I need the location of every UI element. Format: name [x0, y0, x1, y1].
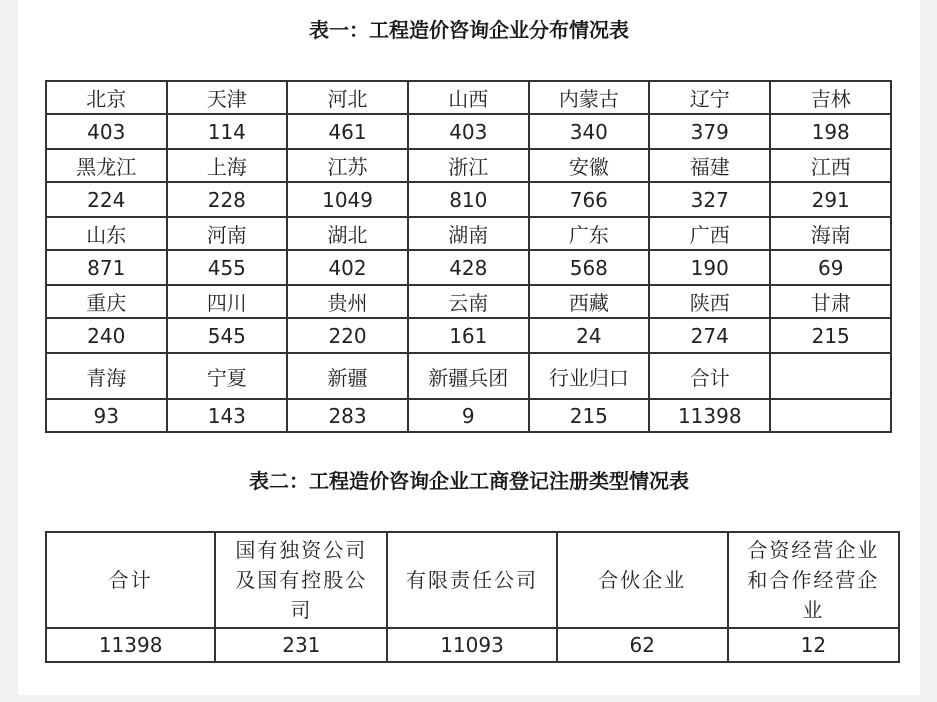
region-name-cell: 天津	[167, 81, 288, 114]
table2-header-row	[46, 532, 899, 628]
header-cell: 合计	[46, 532, 215, 628]
header-cell: 国有独资公司及国有控股公司	[215, 532, 387, 628]
table2-title: 表二：工程造价咨询企业工商登记注册类型情况表	[249, 469, 689, 493]
region-count-cell: 545	[167, 318, 288, 353]
region-count-cell: 461	[287, 114, 408, 149]
header-cell: 有限责任公司	[387, 532, 556, 628]
region-count-cell: 190	[649, 250, 770, 285]
value-cell: 231	[215, 628, 387, 662]
region-name-cell: 湖南	[408, 217, 529, 250]
region-count-cell: 240	[46, 318, 167, 353]
region-count-cell: 403	[408, 114, 529, 149]
region-name-cell: 山西	[408, 81, 529, 114]
region-name-cell: 重庆	[46, 285, 167, 318]
region-name-cell: 江西	[770, 149, 891, 182]
region-name-cell: 安徽	[529, 149, 650, 182]
region-count-cell: 9	[408, 399, 529, 432]
region-name-cell: 广东	[529, 217, 650, 250]
region-name-cell: 贵州	[287, 285, 408, 318]
region-name-cell: 山东	[46, 217, 167, 250]
region-count-cell: 11398	[649, 399, 770, 432]
region-name-row	[46, 81, 891, 114]
region-name-cell: 吉林	[770, 81, 891, 114]
header-cell: 合伙企业	[557, 532, 728, 628]
region-name-row	[46, 217, 891, 250]
region-name-cell: 上海	[167, 149, 288, 182]
region-count-cell: 220	[287, 318, 408, 353]
region-count-cell: 69	[770, 250, 891, 285]
region-count-cell: 93	[46, 399, 167, 432]
region-count-row	[46, 250, 891, 285]
value-cell: 62	[557, 628, 728, 662]
region-count-cell: 327	[649, 182, 770, 217]
region-name-cell: 甘肃	[770, 285, 891, 318]
region-count-cell: 379	[649, 114, 770, 149]
region-name-cell: 广西	[649, 217, 770, 250]
region-name-row	[46, 285, 891, 318]
region-count-cell: 24	[529, 318, 650, 353]
value-cell: 12	[728, 628, 899, 662]
region-count-cell: 402	[287, 250, 408, 285]
region-count-cell: 228	[167, 182, 288, 217]
region-name-cell: 青海	[46, 353, 167, 399]
region-count-cell: 143	[167, 399, 288, 432]
region-name-cell: 浙江	[408, 149, 529, 182]
region-name-cell: 合计	[649, 353, 770, 399]
value-cell: 11398	[46, 628, 215, 662]
region-name-cell: 四川	[167, 285, 288, 318]
region-name-cell: 海南	[770, 217, 891, 250]
region-count-cell: 766	[529, 182, 650, 217]
region-count-cell: 215	[770, 318, 891, 353]
region-name-cell: 江苏	[287, 149, 408, 182]
region-name-cell: 宁夏	[167, 353, 288, 399]
region-count-cell: 198	[770, 114, 891, 149]
region-count-cell	[770, 399, 891, 432]
region-name-cell: 行业归口	[529, 353, 650, 399]
region-name-row	[46, 353, 891, 399]
region-name-cell: 黑龙江	[46, 149, 167, 182]
region-count-row	[46, 182, 891, 217]
registration-type-table	[45, 531, 900, 663]
region-count-cell: 274	[649, 318, 770, 353]
region-name-cell: 河南	[167, 217, 288, 250]
page	[18, 0, 920, 695]
region-count-cell: 428	[408, 250, 529, 285]
distribution-table	[45, 80, 892, 433]
region-name-cell: 新疆	[287, 353, 408, 399]
region-count-cell: 810	[408, 182, 529, 217]
table1-title: 表一：工程造价咨询企业分布情况表	[309, 18, 629, 42]
region-name-cell: 辽宁	[649, 81, 770, 114]
table2-value-row	[46, 628, 899, 662]
region-count-row	[46, 114, 891, 149]
region-count-cell: 403	[46, 114, 167, 149]
region-name-cell: 北京	[46, 81, 167, 114]
region-name-cell: 湖北	[287, 217, 408, 250]
region-count-cell: 871	[46, 250, 167, 285]
value-cell: 11093	[387, 628, 556, 662]
region-count-cell: 283	[287, 399, 408, 432]
region-name-cell: 云南	[408, 285, 529, 318]
region-count-row	[46, 318, 891, 353]
region-name-row	[46, 149, 891, 182]
region-count-cell: 291	[770, 182, 891, 217]
region-count-cell: 114	[167, 114, 288, 149]
region-count-cell: 1049	[287, 182, 408, 217]
region-name-cell	[770, 353, 891, 399]
region-name-cell: 西藏	[529, 285, 650, 318]
region-count-cell: 161	[408, 318, 529, 353]
region-name-cell: 福建	[649, 149, 770, 182]
region-count-cell: 224	[46, 182, 167, 217]
region-count-row	[46, 399, 891, 432]
region-name-cell: 陕西	[649, 285, 770, 318]
region-name-cell: 新疆兵团	[408, 353, 529, 399]
region-count-cell: 340	[529, 114, 650, 149]
region-name-cell: 内蒙古	[529, 81, 650, 114]
region-count-cell: 568	[529, 250, 650, 285]
region-count-cell: 215	[529, 399, 650, 432]
region-name-cell: 河北	[287, 81, 408, 114]
region-count-cell: 455	[167, 250, 288, 285]
header-cell: 合资经营企业和合作经营企业	[728, 532, 899, 628]
